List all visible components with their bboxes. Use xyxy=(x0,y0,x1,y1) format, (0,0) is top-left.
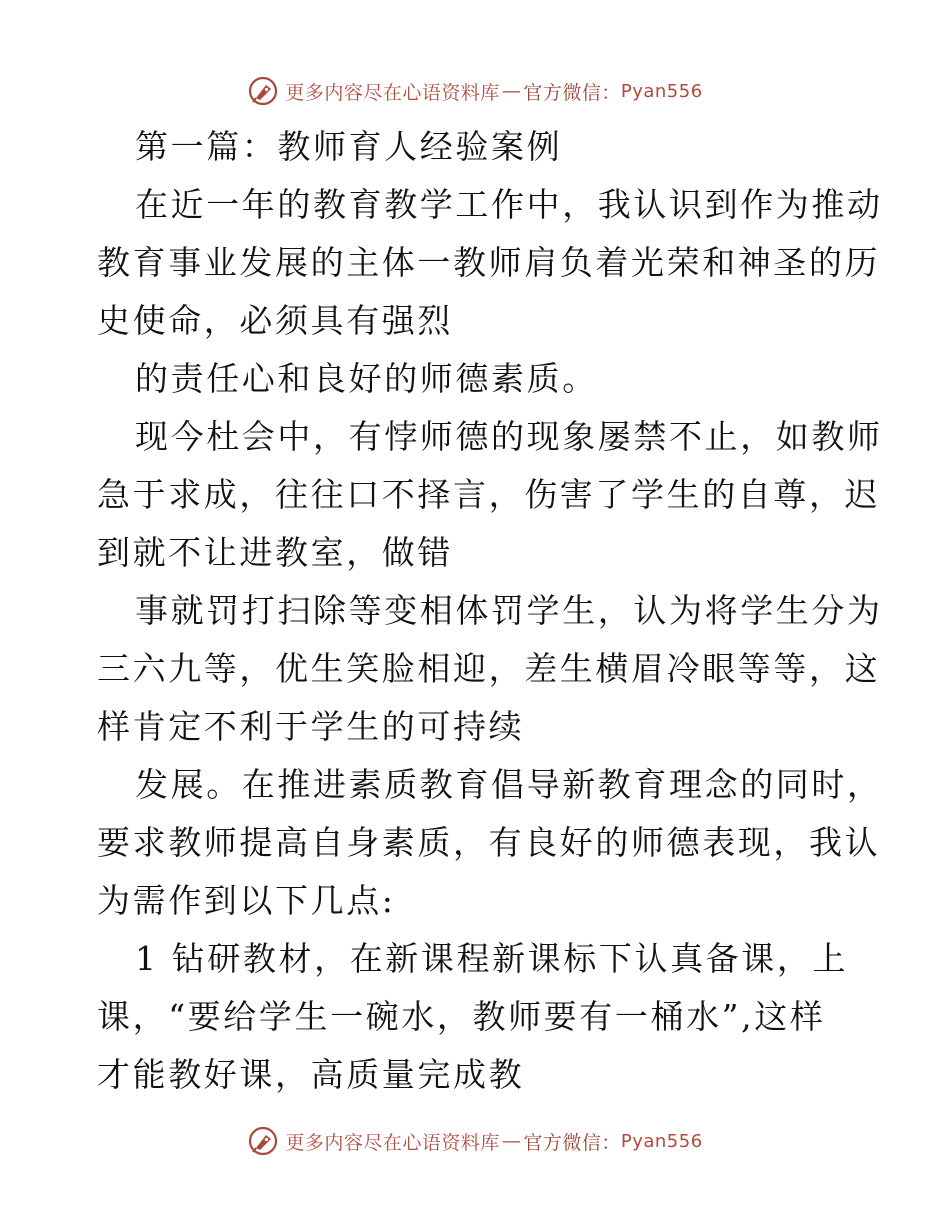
paragraph-line: 事就罚打扫除等变相体罚学生，认为将学生分为 xyxy=(135,591,883,630)
paragraph-line: 样肯定不利于学生的可持续 xyxy=(97,707,525,746)
pen-nib-logo-icon xyxy=(247,75,279,107)
watermark-separator: — xyxy=(501,1130,522,1152)
paragraph-line: 急于求成，往往口不择言，伤害了学生的自尊，迟 xyxy=(97,475,881,514)
paragraph-line: 课，“要给学生一碗水，教师要有一桶水”,这样 xyxy=(97,997,826,1036)
paragraph-line: 现今杜会中，有悖师德的现象屡禁不止，如教师 xyxy=(135,417,883,456)
pen-nib-logo-icon xyxy=(247,1125,279,1157)
watermark-account: Pyan556 xyxy=(620,80,703,102)
document-body xyxy=(97,118,883,1104)
watermark-account: Pyan556 xyxy=(620,1130,703,1152)
paragraph-line: 在近一年的教育教学工作中，我认识到作为推动 xyxy=(135,185,883,224)
watermark-separator: — xyxy=(501,80,522,102)
paragraph-line: 才能教好课，高质量完成教 xyxy=(97,1055,525,1094)
document-title: 第一篇：教师育人经验案例 xyxy=(135,127,563,166)
paragraph-line: 为需作到以下几点: xyxy=(97,881,396,920)
watermark-main-text: 更多内容尽在心语资料库 xyxy=(285,81,500,104)
paragraph-line: 要求教师提高自身素质，有良好的师德表现，我认 xyxy=(97,823,881,862)
paragraph-line: 教育事业发展的主体一教师肩负着光荣和神圣的历 xyxy=(97,243,881,282)
paragraph-line: 的责任心和良好的师德素质。 xyxy=(135,359,598,398)
paragraph-line: 史使命，必须具有强烈 xyxy=(97,301,453,340)
paragraph-line: 发展。在推进素质教育倡导新教育理念的同时， xyxy=(135,765,883,804)
paragraph-line: 到就不让进教室，做错 xyxy=(97,533,453,572)
paragraph-line: 1 钻研教材，在新课程新课标下认真备课，上 xyxy=(135,939,849,978)
footer-watermark xyxy=(0,1121,950,1161)
header-watermark xyxy=(0,71,950,111)
paragraph-line: 三六九等，优生笑脸相迎，差生横眉冷眼等等，这 xyxy=(97,649,881,688)
watermark-main-text: 更多内容尽在心语资料库 xyxy=(285,1131,500,1154)
watermark-official-label: 官方微信： xyxy=(523,1131,621,1154)
watermark-official-label: 官方微信： xyxy=(523,81,621,104)
